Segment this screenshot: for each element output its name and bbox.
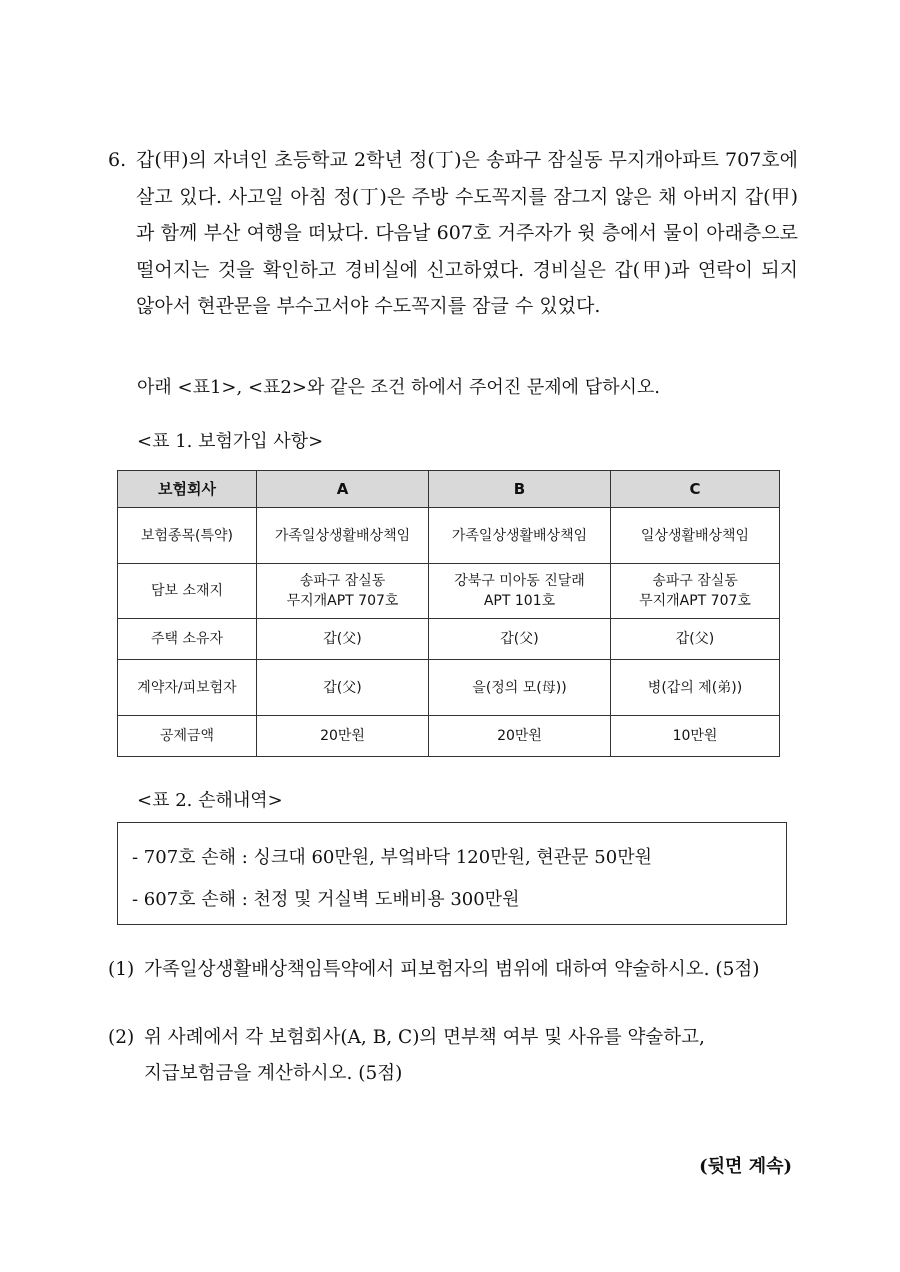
row-label: 계약자/피보험자 <box>118 660 257 716</box>
insurance-table <box>117 470 780 757</box>
question-text <box>108 142 798 325</box>
loss-item: - 607호 손해 : 천정 및 거실벽 도배비용 300만원 <box>132 889 520 910</box>
question-body: 갑(甲)의 자녀인 초등학교 2학년 정(丁)은 송파구 잠실동 무지개아파트 707호에 살고 있다. 사고일 아침 정(丁)은 주방 수도꼭지를 잠그지 않은 채 아버지 갑(甲)과 함께 부산 여행을 떠났다. 다음날 607호 거주자가 윗 층에서 물이 아래층으로 떨어지는 것을 확인하고 경비실에 신고하였다. 경비실은 갑(甲)과 연락이 되지 않아서 현관문을 부수고서야 수도꼭지를 잠글 수 있었다. <box>136 149 798 317</box>
loss-item: - 707호 손해 : 싱크대 60만원, 부엌바닥 120만원, 현관문 50만원 <box>132 847 652 868</box>
table-cell: 20만원 <box>429 716 611 757</box>
sub-question-number: (1) <box>108 959 135 980</box>
header-cell: 보험회사 <box>118 471 257 508</box>
sub-question-number: (2) <box>108 1027 135 1048</box>
table-cell: 병(갑의 제(弟)) <box>611 660 780 716</box>
table-header-row <box>118 471 780 508</box>
row-label: 주택 소유자 <box>118 619 257 660</box>
header-cell: A <box>257 471 429 508</box>
sub-question-1 <box>108 952 808 988</box>
table-cell: 갑(父) <box>429 619 611 660</box>
table-row <box>118 564 780 619</box>
sub-question-text: 가족일상생활배상책임특약에서 피보험자의 범위에 대하여 약술하시오. (5점) <box>144 959 760 980</box>
instruction-text: 아래 <표1>, <표2>와 같은 조건 하에서 주어진 문제에 답하시오. <box>137 377 660 398</box>
cell-line: 송파구 잠실동 <box>299 573 386 589</box>
cell-line: 강북구 미아동 진달래 <box>454 573 585 589</box>
table-row <box>118 619 780 660</box>
cell-line: 무지개APT 707호 <box>286 593 399 609</box>
table-cell: 갑(父) <box>611 619 780 660</box>
table-cell: 일상생활배상책임 <box>611 508 780 564</box>
row-label: 보험종목(특약) <box>118 508 257 564</box>
table-cell: 갑(父) <box>257 660 429 716</box>
table-cell: 을(정의 모(母)) <box>429 660 611 716</box>
cell-line: APT 101호 <box>483 593 556 609</box>
row-label: 공제금액 <box>118 716 257 757</box>
table-cell: 20만원 <box>257 716 429 757</box>
loss-details-box <box>117 822 787 925</box>
table-cell <box>429 564 611 619</box>
table2-caption: <표 2. 손해내역> <box>137 790 283 811</box>
table-cell: 가족일상생활배상책임 <box>429 508 611 564</box>
sub-question-text: 위 사례에서 각 보험회사(A, B, C)의 면부책 여부 및 사유를 약술하고, <box>144 1027 705 1048</box>
table1-caption: <표 1. 보험가입 사항> <box>137 431 324 452</box>
header-cell: B <box>429 471 611 508</box>
table-cell: 10만원 <box>611 716 780 757</box>
continued-on-back: (뒷면 계속) <box>699 1156 792 1177</box>
question-block <box>108 142 798 325</box>
table-cell: 갑(父) <box>257 619 429 660</box>
cell-line: 송파구 잠실동 <box>652 573 738 589</box>
question-number: 6. <box>108 149 127 171</box>
sub-question-text: 지급보험금을 계산하시오. (5점) <box>144 1063 403 1084</box>
table-row <box>118 716 780 757</box>
table-row <box>118 660 780 716</box>
table-cell <box>257 564 429 619</box>
row-label: 담보 소재지 <box>118 564 257 619</box>
table-cell: 가족일상생활배상책임 <box>257 508 429 564</box>
sub-question-2 <box>108 1020 808 1092</box>
cell-line: 무지개APT 707호 <box>639 593 751 609</box>
table-cell <box>611 564 780 619</box>
table-row <box>118 508 780 564</box>
header-cell: C <box>611 471 780 508</box>
